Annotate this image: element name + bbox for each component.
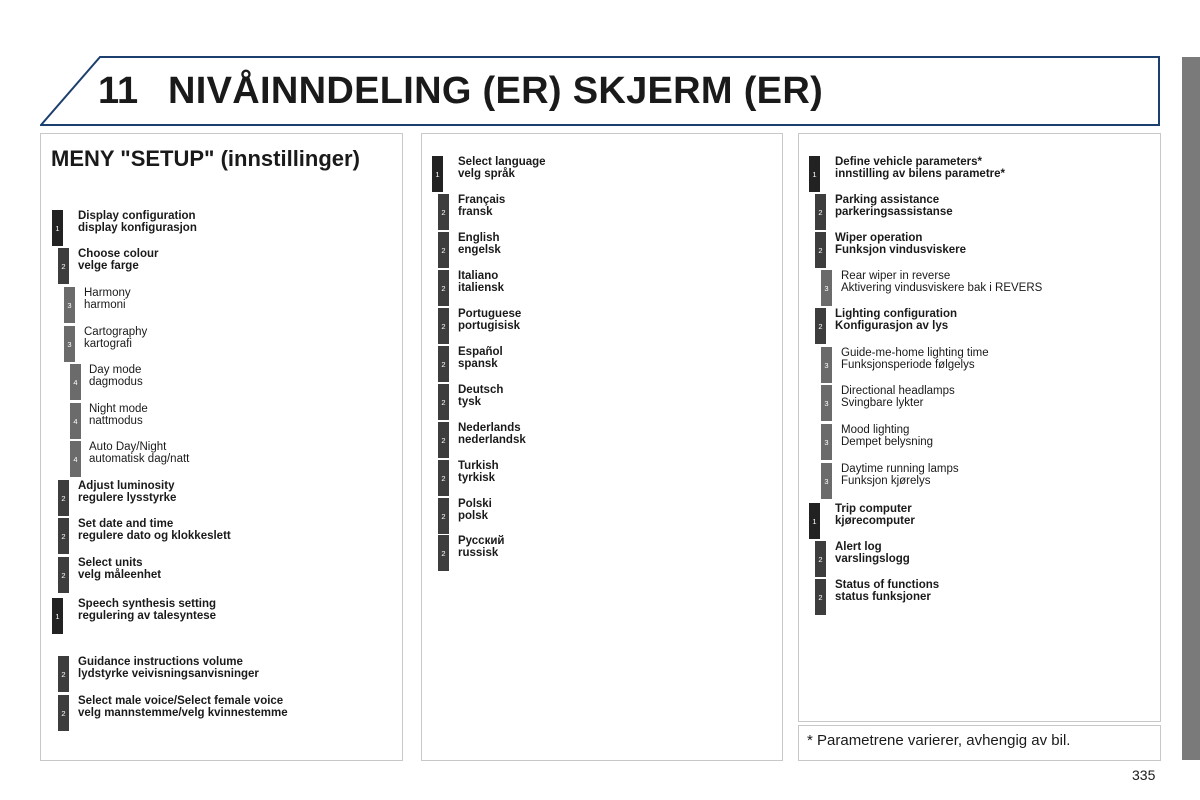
entry-text xyxy=(78,598,216,622)
entry-label-no: Svingbare lykter xyxy=(841,397,924,409)
menu-entry xyxy=(41,656,402,692)
entry-label-no: fransk xyxy=(458,206,493,218)
entry-text xyxy=(835,308,957,332)
entry-label-en: Trip computer xyxy=(835,503,912,515)
entry-text xyxy=(84,287,131,311)
level-badge: 4 xyxy=(70,364,81,400)
entry-text xyxy=(835,541,910,565)
entry-label-en: Display configuration xyxy=(78,210,196,222)
entry-text xyxy=(78,248,159,272)
entry-label-no: russisk xyxy=(458,547,499,559)
menu-entry xyxy=(422,535,782,571)
menu-entry xyxy=(422,156,782,192)
entry-text xyxy=(841,347,989,371)
entry-label-no: innstilling av bilens parametre* xyxy=(835,168,1005,180)
menu-entry xyxy=(41,518,402,554)
menu-entry xyxy=(422,232,782,268)
entry-label-no: dagmodus xyxy=(89,376,143,388)
entry-text xyxy=(89,364,143,388)
level-badge: 3 xyxy=(821,424,832,460)
entry-label-no: Funksjon kjørelys xyxy=(841,475,931,487)
entry-label-en: Deutsch xyxy=(458,384,504,396)
level-badge: 3 xyxy=(64,287,75,323)
menu-entry xyxy=(799,463,1160,499)
menu-entry xyxy=(41,287,402,323)
menu-entry xyxy=(799,385,1160,421)
entry-text xyxy=(78,656,259,680)
entry-label-en: Cartography xyxy=(84,326,148,338)
menu-entry xyxy=(41,695,402,731)
menu-entry xyxy=(41,480,402,516)
menu-entry xyxy=(799,579,1160,615)
level-badge: 2 xyxy=(815,232,826,268)
entry-label-en: English xyxy=(458,232,500,244)
entry-label-no: polsk xyxy=(458,510,489,522)
menu-entry xyxy=(799,541,1160,577)
entry-label-en: Español xyxy=(458,346,503,358)
entry-label-en: Guide-me-home lighting time xyxy=(841,347,989,359)
entry-text xyxy=(458,232,501,256)
entry-label-no: Funksjonsperiode følgelys xyxy=(841,359,975,371)
level-badge: 1 xyxy=(432,156,443,192)
menu-entry xyxy=(422,270,782,306)
entry-text xyxy=(835,156,1005,180)
menu-entry xyxy=(41,598,402,634)
entry-label-en: Mood lighting xyxy=(841,424,910,436)
entry-text xyxy=(835,232,966,256)
entry-text xyxy=(458,270,504,294)
level-badge: 2 xyxy=(815,579,826,615)
entry-label-no: engelsk xyxy=(458,244,501,256)
entry-label-no: regulere dato og klokkeslett xyxy=(78,530,231,542)
menu-entry xyxy=(422,422,782,458)
entry-label-en: Turkish xyxy=(458,460,499,472)
menu-entry xyxy=(422,498,782,534)
entry-text xyxy=(89,441,189,465)
entry-text xyxy=(89,403,148,427)
entry-label-no: portugisisk xyxy=(458,320,520,332)
entry-label-no: Konfigurasjon av lys xyxy=(835,320,949,332)
level-badge: 2 xyxy=(58,248,69,284)
entry-label-no: Funksjon vindusviskere xyxy=(835,244,967,256)
menu-entry xyxy=(799,270,1160,306)
entry-label-no: nattmodus xyxy=(89,415,143,427)
chapter-number: 11 xyxy=(98,70,139,112)
entry-label-no: parkeringsassistanse xyxy=(835,206,953,218)
level-badge: 2 xyxy=(438,460,449,496)
entry-label-en: Français xyxy=(458,194,506,206)
entry-label-en: Choose colour xyxy=(78,248,159,260)
entry-label-en: Auto Day/Night xyxy=(89,441,167,453)
entry-label-en: Daytime running lamps xyxy=(841,463,959,475)
entry-label-en: Lighting configuration xyxy=(835,308,958,320)
entry-text xyxy=(835,579,939,603)
level-badge: 2 xyxy=(438,308,449,344)
entry-label-en: Italiano xyxy=(458,270,499,282)
menu-entry xyxy=(41,403,402,439)
entry-label-en: Portuguese xyxy=(458,308,522,320)
entry-label-no: velge farge xyxy=(78,260,139,272)
level-badge: 3 xyxy=(64,326,75,362)
level-badge: 2 xyxy=(815,194,826,230)
entry-label-en: Harmony xyxy=(84,287,131,299)
menu-entry xyxy=(41,210,402,246)
entry-label-no: varslingslogg xyxy=(835,553,910,565)
entry-label-en: Guidance instructions volume xyxy=(78,656,243,668)
menu-entry xyxy=(799,308,1160,344)
menu-entry xyxy=(799,194,1160,230)
level-badge: 2 xyxy=(58,695,69,731)
level-badge: 3 xyxy=(821,385,832,421)
language-menu-panel xyxy=(421,133,783,761)
entry-text xyxy=(458,308,521,332)
entry-text xyxy=(458,535,504,559)
entry-text xyxy=(78,518,231,542)
menu-entry xyxy=(41,326,402,362)
level-badge: 1 xyxy=(52,598,63,634)
chapter-title: NIVÅINNDELING (ER) SKJERM (ER) xyxy=(168,70,824,112)
level-badge: 2 xyxy=(438,498,449,534)
level-badge: 2 xyxy=(438,346,449,382)
level-badge: 3 xyxy=(821,270,832,306)
level-badge: 2 xyxy=(815,541,826,577)
entry-label-no: lydstyrke veivisningsanvisninger xyxy=(78,668,259,680)
level-badge: 4 xyxy=(70,403,81,439)
level-badge: 3 xyxy=(821,463,832,499)
level-badge: 1 xyxy=(809,156,820,192)
menu-entry xyxy=(41,248,402,284)
menu-entry xyxy=(422,460,782,496)
level-badge: 2 xyxy=(438,232,449,268)
entry-label-no: tysk xyxy=(458,396,482,408)
entry-text xyxy=(835,194,953,218)
entry-text xyxy=(78,695,288,719)
entry-label-en: Select male voice/Select female voice xyxy=(78,695,284,707)
entry-text xyxy=(458,498,492,522)
entry-label-no: kartografi xyxy=(84,338,132,350)
entry-text xyxy=(458,460,499,484)
chapter-header xyxy=(40,56,1160,126)
level-badge: 2 xyxy=(58,518,69,554)
page-number: 335 xyxy=(1132,767,1156,783)
menu-entry xyxy=(799,424,1160,460)
menu-entry xyxy=(799,232,1160,268)
vehicle-parameters-panel xyxy=(798,133,1161,722)
menu-entry xyxy=(799,156,1160,192)
entry-text xyxy=(84,326,147,350)
menu-entry xyxy=(799,347,1160,383)
entry-text xyxy=(841,270,1042,294)
level-badge: 2 xyxy=(815,308,826,344)
footnote-box xyxy=(798,725,1161,761)
entry-label-en: Status of functions xyxy=(835,579,940,591)
level-badge: 3 xyxy=(821,347,832,383)
menu-entry xyxy=(422,308,782,344)
entry-text xyxy=(458,384,503,408)
entry-text xyxy=(458,346,503,370)
entry-label-en: Define vehicle parameters* xyxy=(835,156,983,168)
entry-label-en: Русский xyxy=(458,535,505,547)
entry-text xyxy=(835,503,915,527)
entry-label-no: nederlandsk xyxy=(458,434,526,446)
level-badge: 2 xyxy=(58,557,69,593)
menu-title: MENY "SETUP" (innstillinger) xyxy=(51,146,360,171)
entry-label-en: Nederlands xyxy=(458,422,521,434)
entry-label-no: status funksjoner xyxy=(835,591,931,603)
entry-label-no: Aktivering vindusviskere bak i REVERS xyxy=(841,282,1043,294)
entry-label-no: velg måleenhet xyxy=(78,569,162,581)
level-badge: 2 xyxy=(438,194,449,230)
entry-label-en: Day mode xyxy=(89,364,142,376)
entry-text xyxy=(458,422,526,446)
menu-entry xyxy=(422,346,782,382)
menu-entry xyxy=(41,557,402,593)
entry-label-no: velg mannstemme/velg kvinnestemme xyxy=(78,707,288,719)
entry-text xyxy=(78,557,161,581)
entry-label-en: Wiper operation xyxy=(835,232,923,244)
level-badge: 2 xyxy=(438,384,449,420)
entry-text xyxy=(78,210,197,234)
menu-entry xyxy=(799,503,1160,539)
level-badge: 4 xyxy=(70,441,81,477)
entry-label-no: velg språk xyxy=(458,168,515,180)
entry-label-en: Set date and time xyxy=(78,518,174,530)
entry-label-en: Parking assistance xyxy=(835,194,940,206)
entry-label-en: Select language xyxy=(458,156,546,168)
level-badge: 2 xyxy=(438,535,449,571)
entry-label-no: automatisk dag/natt xyxy=(89,453,190,465)
entry-label-en: Speech synthesis setting xyxy=(78,598,217,610)
entry-text xyxy=(841,385,955,409)
entry-label-en: Alert log xyxy=(835,541,882,553)
entry-label-en: Directional headlamps xyxy=(841,385,955,397)
level-badge: 1 xyxy=(52,210,63,246)
entry-label-no: harmoni xyxy=(84,299,126,311)
level-badge: 2 xyxy=(438,422,449,458)
entry-label-no: tyrkisk xyxy=(458,472,496,484)
menu-entry xyxy=(41,441,402,477)
entry-text xyxy=(78,480,176,504)
footnote-text: * Parametrene varierer, avhengig av bil. xyxy=(807,732,1071,749)
menu-entry xyxy=(422,194,782,230)
menu-entry xyxy=(422,384,782,420)
level-badge: 2 xyxy=(58,656,69,692)
entry-label-no: display konfigurasjon xyxy=(78,222,197,234)
entry-label-no: italiensk xyxy=(458,282,505,294)
entry-label-no: regulere lysstyrke xyxy=(78,492,177,504)
entry-label-no: spansk xyxy=(458,358,498,370)
chapter-side-tab xyxy=(1182,57,1200,760)
level-badge: 1 xyxy=(809,503,820,539)
entry-label-no: Dempet belysning xyxy=(841,436,934,448)
menu-entry xyxy=(41,364,402,400)
entry-text xyxy=(458,156,546,180)
entry-label-no: regulering av talesyntese xyxy=(78,610,217,622)
entry-label-en: Night mode xyxy=(89,403,148,415)
entry-text xyxy=(841,424,933,448)
setup-menu-panel xyxy=(40,133,403,761)
entry-text xyxy=(841,463,959,487)
entry-label-no: kjørecomputer xyxy=(835,515,915,527)
entry-label-en: Polski xyxy=(458,498,492,510)
entry-label-en: Adjust luminosity xyxy=(78,480,175,492)
entry-label-en: Select units xyxy=(78,557,143,569)
level-badge: 2 xyxy=(58,480,69,516)
entry-text xyxy=(458,194,505,218)
level-badge: 2 xyxy=(438,270,449,306)
entry-label-en: Rear wiper in reverse xyxy=(841,270,951,282)
